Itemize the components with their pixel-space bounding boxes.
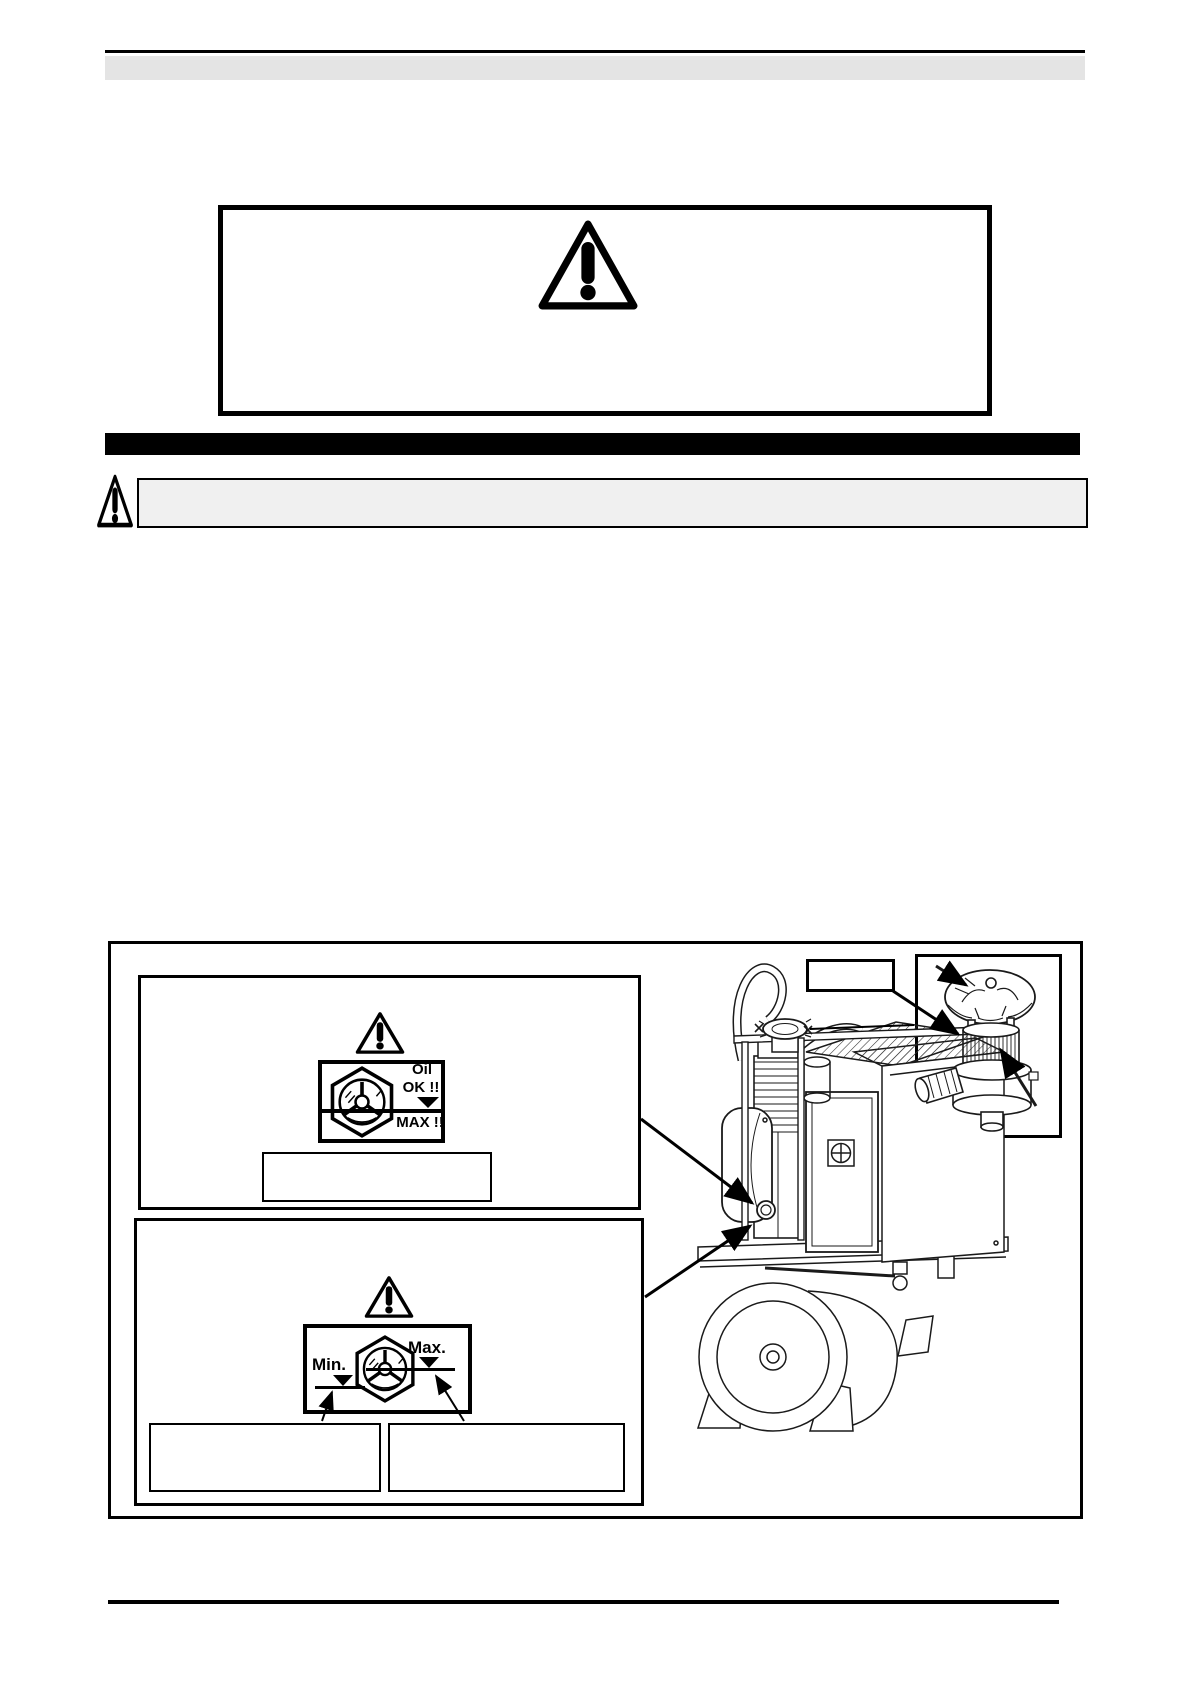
min-level-marker-icon: [333, 1375, 353, 1386]
fill-plug-caption-box: [262, 1152, 492, 1202]
oil-fill-plug-drawing: [326, 1066, 398, 1138]
oil-level-marker-icon: [417, 1097, 439, 1108]
warning-triangle-icon: [364, 1275, 414, 1319]
section-title-bar: [105, 433, 1080, 455]
max-level-marker-icon: [419, 1357, 439, 1368]
min-level-line: [315, 1386, 365, 1389]
oil-ok-text: OK !!: [402, 1079, 440, 1096]
filter-label-box: [806, 959, 895, 992]
oil-max-level-line: [322, 1109, 441, 1113]
warning-triangle-icon: [355, 1011, 405, 1055]
oil-max-text: MAX !!: [396, 1114, 444, 1131]
caution-strip: [137, 478, 1088, 528]
max-level-line: [366, 1368, 455, 1371]
min-text: Min.: [312, 1355, 346, 1374]
caution-triangle-icon: [96, 474, 134, 528]
warning-triangle-icon: [537, 218, 639, 312]
air-filter-detail-box: [915, 954, 1062, 1138]
warning-box: [218, 205, 992, 416]
max-text: Max.: [408, 1338, 446, 1357]
oil-label-text: Oil: [411, 1061, 432, 1078]
header-band: [105, 56, 1085, 80]
min-caption-box: [149, 1423, 381, 1492]
footer-rule: [108, 1600, 1059, 1604]
header-rule: [105, 50, 1085, 53]
max-caption-box: [388, 1423, 625, 1492]
